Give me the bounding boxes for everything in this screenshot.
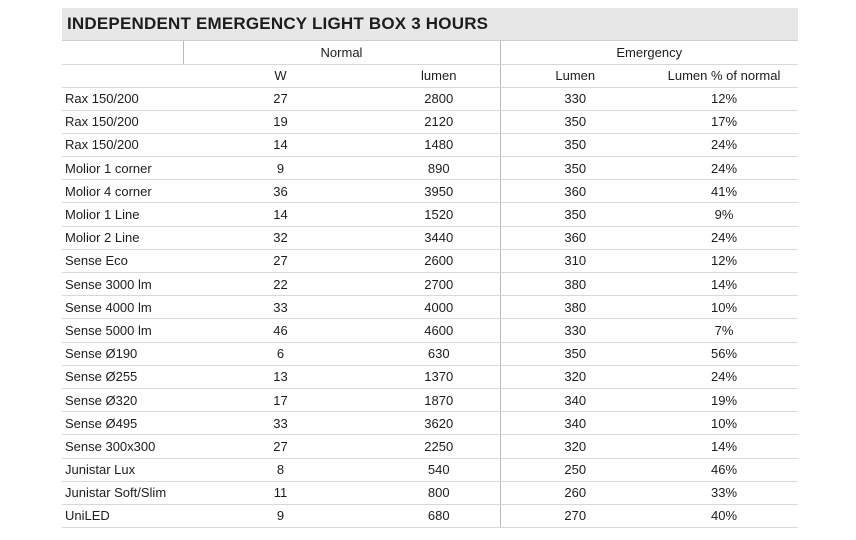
normal-watts-cell: 46 — [183, 319, 378, 342]
emergency-pct-cell: 41% — [650, 180, 798, 203]
normal-lumen-cell: 1480 — [378, 133, 500, 156]
normal-watts-cell: 22 — [183, 273, 378, 296]
product-name-cell: Junistar Soft/Slim — [62, 481, 183, 504]
emergency-pct-cell: 19% — [650, 388, 798, 411]
emergency-pct-cell: 14% — [650, 435, 798, 458]
table-row — [62, 157, 798, 180]
normal-lumen-cell: 1520 — [378, 203, 500, 226]
emergency-lumen-cell: 270 — [500, 504, 650, 527]
table-row — [62, 342, 798, 365]
watts-column-header: W — [183, 65, 378, 88]
normal-lumen-cell: 3440 — [378, 226, 500, 249]
table-row — [62, 435, 798, 458]
table-row — [62, 87, 798, 110]
product-name-cell: Molior 4 corner — [62, 180, 183, 203]
normal-watts-cell: 33 — [183, 412, 378, 435]
emergency-lumen-cell: 310 — [500, 249, 650, 272]
table-row — [62, 319, 798, 342]
normal-watts-cell: 14 — [183, 203, 378, 226]
table-row — [62, 133, 798, 156]
product-name-cell: Molior 1 Line — [62, 203, 183, 226]
table-row — [62, 273, 798, 296]
normal-watts-cell: 11 — [183, 481, 378, 504]
emergency-lumen-cell: 360 — [500, 180, 650, 203]
table-row — [62, 249, 798, 272]
table-row — [62, 458, 798, 481]
normal-lumen-cell: 630 — [378, 342, 500, 365]
product-name-cell: Rax 150/200 — [62, 87, 183, 110]
normal-watts-cell: 27 — [183, 435, 378, 458]
product-column-header — [62, 65, 183, 88]
emergency-pct-cell: 7% — [650, 319, 798, 342]
emergency-pct-cell: 24% — [650, 133, 798, 156]
light-box-table — [62, 41, 798, 528]
normal-lumen-cell: 2700 — [378, 273, 500, 296]
emergency-lumen-cell: 360 — [500, 226, 650, 249]
normal-group-header: Normal — [183, 41, 500, 65]
table-row — [62, 203, 798, 226]
emergency-pct-cell: 10% — [650, 412, 798, 435]
lumen-column-header: lumen — [378, 65, 500, 88]
table-body — [62, 87, 798, 528]
normal-watts-cell: 19 — [183, 110, 378, 133]
product-name-cell: Rax 150/200 — [62, 110, 183, 133]
emergency-lumen-cell: 320 — [500, 435, 650, 458]
product-name-cell: Sense Ø255 — [62, 365, 183, 388]
emergency-lumen-cell: 350 — [500, 342, 650, 365]
page-title: INDEPENDENT EMERGENCY LIGHT BOX 3 HOURS — [62, 8, 798, 41]
normal-watts-cell: 9 — [183, 504, 378, 527]
table-row — [62, 412, 798, 435]
emergency-pct-cell: 24% — [650, 226, 798, 249]
normal-lumen-cell: 4600 — [378, 319, 500, 342]
normal-lumen-cell: 1870 — [378, 388, 500, 411]
emergency-lumen-cell: 380 — [500, 273, 650, 296]
normal-lumen-cell: 2120 — [378, 110, 500, 133]
emergency-pct-cell: 12% — [650, 249, 798, 272]
normal-lumen-cell: 540 — [378, 458, 500, 481]
product-name-cell: Rax 150/200 — [62, 133, 183, 156]
table-row — [62, 296, 798, 319]
product-name-cell: Molior 2 Line — [62, 226, 183, 249]
normal-watts-cell: 17 — [183, 388, 378, 411]
normal-watts-cell: 36 — [183, 180, 378, 203]
normal-watts-cell: 27 — [183, 87, 378, 110]
product-name-cell: Junistar Lux — [62, 458, 183, 481]
product-name-cell: Sense 5000 lm — [62, 319, 183, 342]
emergency-lumen-cell: 250 — [500, 458, 650, 481]
emergency-group-header: Emergency — [500, 41, 798, 65]
emergency-pct-column-header: Lumen % of normal — [650, 65, 798, 88]
emergency-pct-cell: 9% — [650, 203, 798, 226]
emergency-lumen-cell: 350 — [500, 203, 650, 226]
normal-lumen-cell: 2800 — [378, 87, 500, 110]
normal-lumen-cell: 2250 — [378, 435, 500, 458]
product-name-cell: UniLED — [62, 504, 183, 527]
group-header-row — [62, 41, 798, 65]
emergency-pct-cell: 24% — [650, 365, 798, 388]
normal-watts-cell: 13 — [183, 365, 378, 388]
normal-lumen-cell: 4000 — [378, 296, 500, 319]
normal-lumen-cell: 3950 — [378, 180, 500, 203]
normal-watts-cell: 32 — [183, 226, 378, 249]
emergency-pct-cell: 46% — [650, 458, 798, 481]
product-name-cell: Sense Ø495 — [62, 412, 183, 435]
emergency-lumen-cell: 330 — [500, 319, 650, 342]
normal-watts-cell: 33 — [183, 296, 378, 319]
normal-lumen-cell: 1370 — [378, 365, 500, 388]
emergency-pct-cell: 24% — [650, 157, 798, 180]
emergency-lumen-cell: 380 — [500, 296, 650, 319]
emergency-pct-cell: 10% — [650, 296, 798, 319]
table-row — [62, 481, 798, 504]
emergency-pct-cell: 40% — [650, 504, 798, 527]
table-row — [62, 504, 798, 527]
emergency-lumen-cell: 340 — [500, 388, 650, 411]
normal-lumen-cell: 2600 — [378, 249, 500, 272]
product-name-cell: Sense 300x300 — [62, 435, 183, 458]
emergency-pct-cell: 56% — [650, 342, 798, 365]
emergency-lumen-cell: 260 — [500, 481, 650, 504]
emergency-lumen-cell: 340 — [500, 412, 650, 435]
table-row — [62, 180, 798, 203]
normal-watts-cell: 9 — [183, 157, 378, 180]
emergency-lumen-cell: 330 — [500, 87, 650, 110]
table-row — [62, 388, 798, 411]
normal-lumen-cell: 800 — [378, 481, 500, 504]
emergency-light-sheet — [62, 8, 798, 528]
emergency-lumen-cell: 320 — [500, 365, 650, 388]
normal-watts-cell: 6 — [183, 342, 378, 365]
emergency-lumen-cell: 350 — [500, 157, 650, 180]
emergency-pct-cell: 33% — [650, 481, 798, 504]
column-header-row — [62, 65, 798, 88]
emergency-lumen-column-header: Lumen — [500, 65, 650, 88]
emergency-lumen-cell: 350 — [500, 110, 650, 133]
emergency-pct-cell: 14% — [650, 273, 798, 296]
product-name-cell: Sense 4000 lm — [62, 296, 183, 319]
normal-watts-cell: 8 — [183, 458, 378, 481]
normal-watts-cell: 14 — [183, 133, 378, 156]
normal-lumen-cell: 890 — [378, 157, 500, 180]
normal-lumen-cell: 3620 — [378, 412, 500, 435]
empty-corner-cell — [62, 41, 183, 65]
normal-lumen-cell: 680 — [378, 504, 500, 527]
table-row — [62, 110, 798, 133]
product-name-cell: Sense Ø190 — [62, 342, 183, 365]
product-name-cell: Molior 1 corner — [62, 157, 183, 180]
product-name-cell: Sense Ø320 — [62, 388, 183, 411]
emergency-lumen-cell: 350 — [500, 133, 650, 156]
product-name-cell: Sense 3000 lm — [62, 273, 183, 296]
emergency-pct-cell: 17% — [650, 110, 798, 133]
table-row — [62, 365, 798, 388]
emergency-pct-cell: 12% — [650, 87, 798, 110]
normal-watts-cell: 27 — [183, 249, 378, 272]
table-row — [62, 226, 798, 249]
product-name-cell: Sense Eco — [62, 249, 183, 272]
